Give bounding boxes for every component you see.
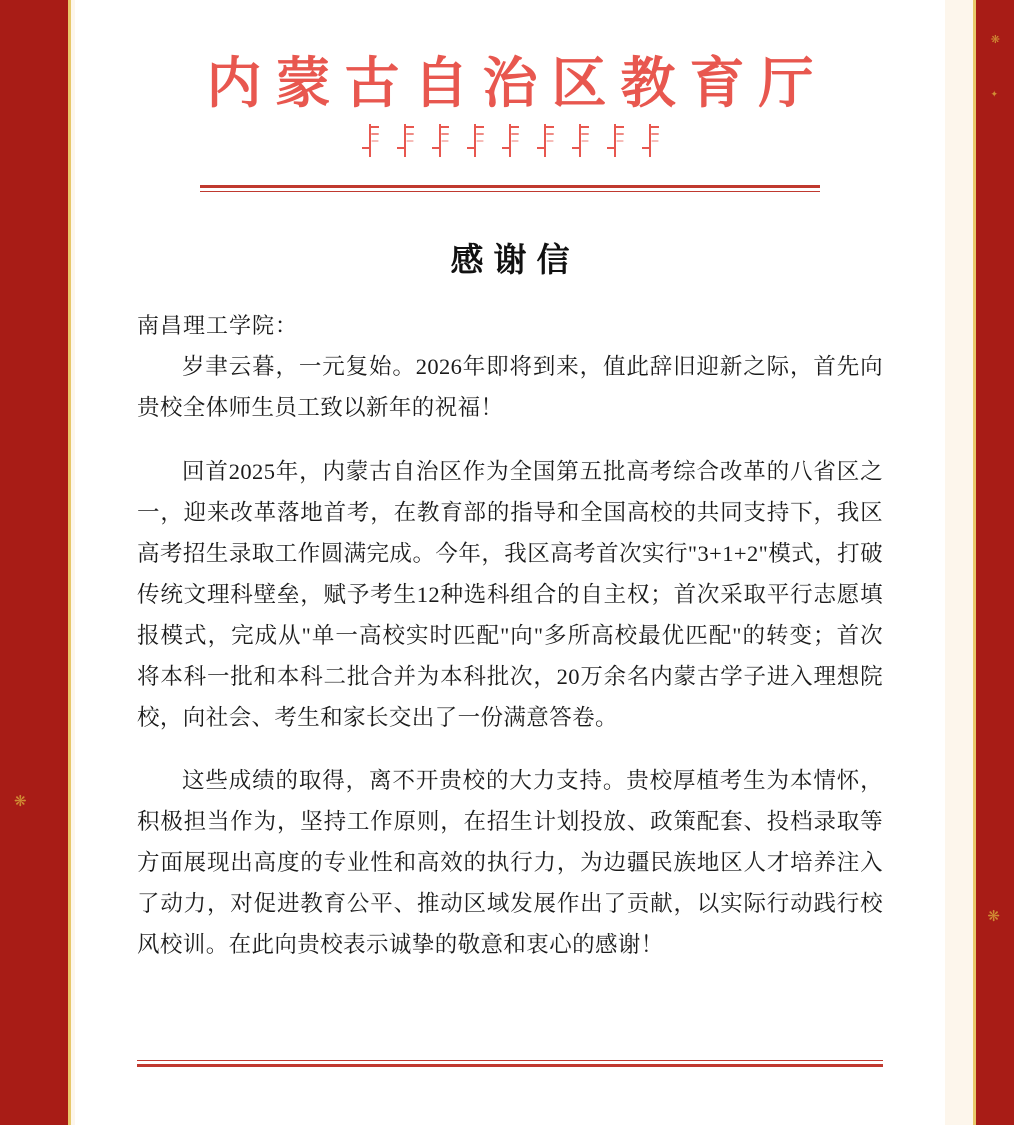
mongolian-glyph	[366, 121, 375, 159]
divider-thick-line	[137, 1064, 883, 1067]
sparkle-ornament-icon: ✦	[990, 89, 998, 99]
divider-thin-line	[137, 1060, 883, 1061]
letterhead-divider	[200, 185, 820, 192]
page-title: 感谢信	[450, 243, 580, 280]
flower-ornament-icon: ❋	[14, 794, 27, 810]
divider-thick-line	[200, 185, 820, 188]
issuing-organization-chinese: 内蒙古自治区教育厅	[206, 53, 828, 114]
mongolian-glyph	[576, 121, 585, 159]
mongolian-glyph	[611, 121, 620, 159]
mongolian-glyph	[471, 121, 480, 159]
mongolian-glyph	[646, 121, 655, 159]
mongolian-glyph	[401, 121, 410, 159]
body-paragraph: 这些成绩的取得，离不开贵校的大力支持。贵校厚植考生为本情怀，积极担当作为，坚持工作原则，在招生计划投放、政策配套、投档录取等方面展现出高度的专业性和高效的执行力，为边疆民族地区人才培养注入了动力，对促进教育公平、推动区域发展作出了贡献，以实际行动践行校风校训。在此向贵校表示诚挚的敬意和衷心的感谢！	[137, 768, 883, 958]
mongolian-glyph	[506, 121, 515, 159]
flower-ornament-icon: ❋	[987, 909, 1000, 925]
letter-sheet	[75, 0, 945, 1125]
footer-divider	[137, 1060, 883, 1067]
divider-thin-line	[200, 191, 820, 192]
mongolian-glyph	[436, 121, 445, 159]
issuing-organization-mongolian-script	[137, 121, 883, 167]
frame-gold-line-right	[973, 0, 976, 1125]
letterhead	[137, 0, 883, 192]
body-paragraph: 回首2025年，内蒙古自治区作为全国第五批高考综合改革的八省区之一，迎来改革落地首考，在教育部的指导和全国高校的共同支持下，我区高考招生录取工作圆满完成。今年，我区高考首次实行"3+1+2"模式，打破传统文理科壁垒，赋予考生12种选科组合的自主权；首次采取平行志愿填报模式，完成从"单一高校实时匹配"向"多所高校最优匹配"的转变；首次将本科一批和本科二批合并为本科批次，20万余名内蒙古学子进入理想院校，向社会、考生和家长交出了一份满意答卷。	[137, 458, 883, 730]
flower-ornament-icon: ❋	[990, 34, 1000, 46]
salutation: 南昌理工学院：	[137, 313, 299, 339]
mongolian-glyph	[541, 121, 550, 159]
body-paragraph: 岁聿云暮，一元复始。2026年即将到来，值此辞旧迎新之际，首先向贵校全体师生员工致以新年的祝福！	[137, 354, 883, 421]
